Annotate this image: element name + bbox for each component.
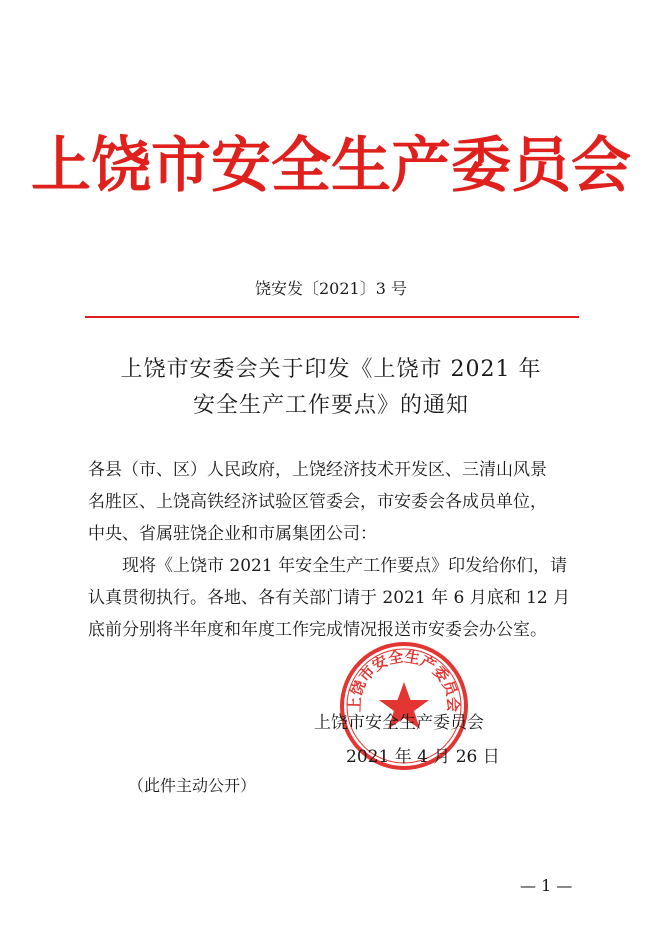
notice-title-line-2: 安全生产工作要点》的通知 (192, 393, 469, 418)
notice-title-line-1: 上饶市安委会关于印发《上饶市 2021 年 (120, 357, 542, 382)
red-divider-rule (85, 316, 579, 318)
masthead-title: 上饶市安全生产委员会 (31, 131, 631, 201)
public-disclosure-note: （此件主动公开） (128, 776, 257, 795)
signature-date: 2021 年 4 月 26 日 (346, 747, 500, 767)
paragraph-line-3: 底前分别将半年度和年度工作完成情况报送市安委会办公室。 (88, 620, 547, 640)
addressee-line-1: 各县（市、区）人民政府，上饶经济技术开发区、三清山风景 (88, 460, 547, 480)
seal-arc-text: 上饶市安全生产委员会 (345, 647, 463, 713)
addressee-line-2: 名胜区、上饶高铁经济试验区管委会，市安委会各成员单位， (88, 492, 547, 512)
paragraph-line-1: 现将《上饶市 2021 年安全生产工作要点》印发给你们，请 (122, 556, 568, 576)
paragraph-line-2: 认真贯彻执行。各地、各有关部门请于 2021 年 6 月底和 12 月 (88, 588, 571, 608)
addressee-line-3: 中央、省属驻饶企业和市属集团公司： (88, 524, 377, 544)
signature-organization: 上饶市安全生产委员会 (314, 713, 484, 733)
page-number: — 1 — (520, 876, 573, 895)
document-number: 饶安发〔2021〕3 号 (255, 279, 407, 298)
